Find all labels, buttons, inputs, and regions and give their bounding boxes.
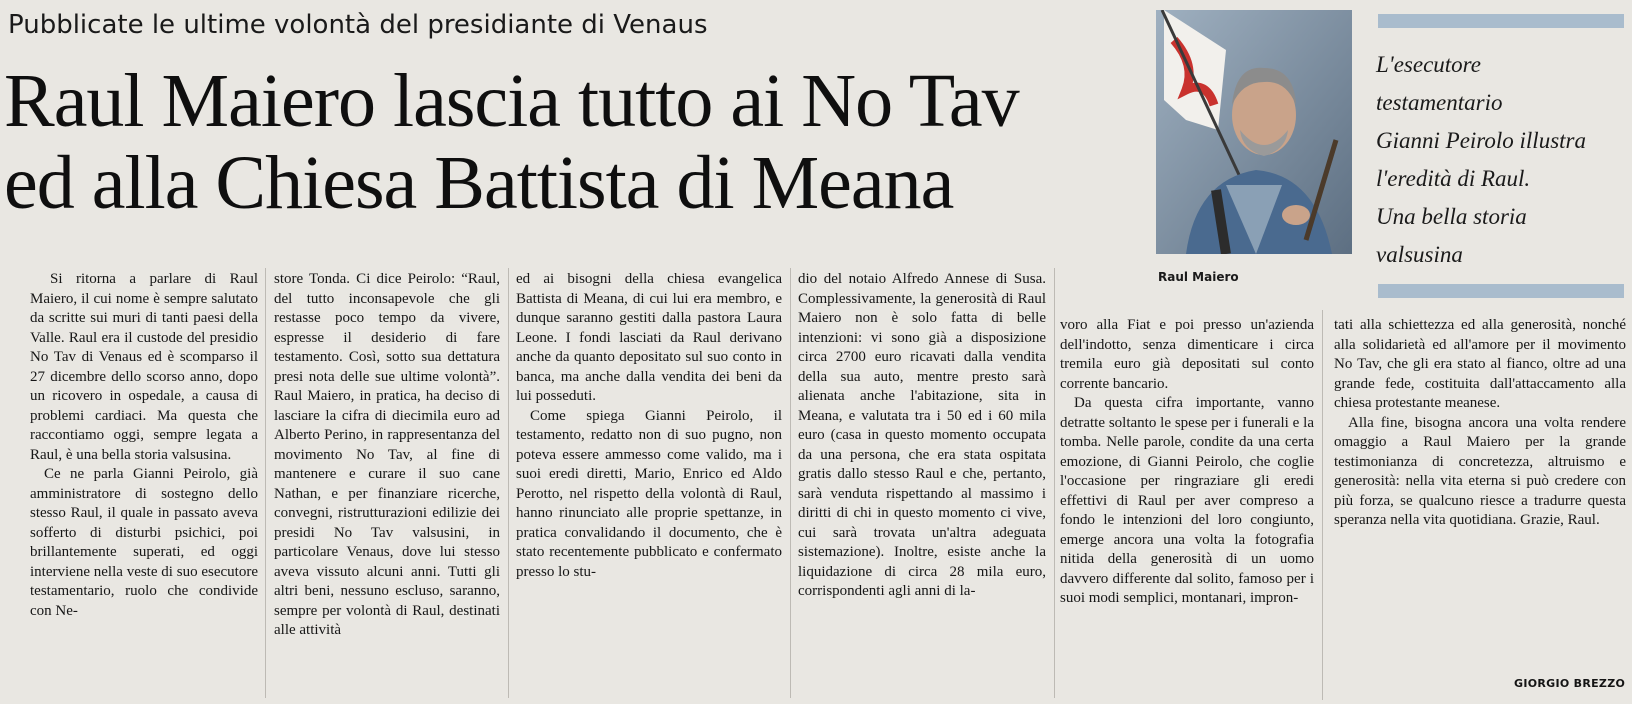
paragraph: Da questa cifra importante, vanno detratte soltanto le spese per i funerali e la tomba. Nelle parole, condite da una certa emozione, di Gianni Peirolo, che coglie l'occasione per ringraziare gli eredi effettivi di Raul per aver compreso a fondo le intenzioni del loro congiunto, emerge ancora una volta la fotografia nitida della generosità di un uomo davvero differente dal solito, famoso per i suoi modi semplici, montanari, impron- [1060,395,1314,606]
article-column-4 [798,270,1046,602]
headline [4,60,1144,224]
standfirst-line: Gianni Peirolo illustra [1376,128,1586,153]
paragraph: ed ai bisogni della chiesa evangelica Battista di Meana, di cui lui era membro, e dunque saranno gestiti dalla pastora Laura Leone. I fondi lasciati da Raul derivano anche da quanto depositato sul suo conto in banca, ma anche dalla vendita dei beni da lui posseduti. [516,271,782,404]
portrait-illustration [1156,10,1352,254]
article-column-2 [274,270,500,641]
article-column-3 [516,270,782,582]
headline-line-2: ed alla Chiesa Battista di Meana [4,141,954,225]
paragraph: tati alla schiettezza ed alla generosità, nonché alla solidarietà ed all'amore per il movimento No Tav, che gli era stato al fianco, oltre ad una grande fede, costituita dall'attaccamento alla chiesa protestante meanese. [1334,317,1626,411]
photo-caption: Raul Maiero [1158,270,1239,284]
standfirst-line: L'esecutore [1376,52,1481,77]
headline-line-1: Raul Maiero lascia tutto ai No Tav [4,59,1019,143]
paragraph: Ce ne parla Gianni Peirolo, già amministratore di sostegno dello stesso Raul, il quale in passato aveva sofferto di disturbi psichici, poi brillantemente superati, ed oggi interviene nella veste di suo esecutore testamentario, ruolo che condivide con Ne- [30,466,258,619]
paragraph: dio del notaio Alfredo Annese di Susa. Complessivamente, la generosità di Raul Maiero non è solo fatta di belle intenzioni: vi sono già a disposizione circa 2700 euro ricavati dalla vendita della sua auto, mentre presto sarà alienata anche l'abitazione, sita in Meana, e valutata tra i 50 ed i 60 mila euro (casa in questo momento occupata da una persona, che era stata ospitata gratis dallo stesso Raul e che, pertanto, sarà venduta rispettando al massimo i diritti di chi in questo momento ci vive, cui sarà trovata un'altra adeguata sistemazione). Inoltre, esiste anche la liquidazione di circa 28 mila euro, corrispondenti agli anni di la- [798,271,1046,599]
standfirst-line: l'eredità di Raul. [1376,166,1531,191]
portrait-photo [1156,10,1352,254]
paragraph: voro alla Fiat e poi presso un'azienda dell'indotto, senza dimenticare i circa tremila euro già depositati sul conto corrente bancario. [1060,317,1314,392]
paragraph: Alla fine, bisogna ancora una volta rendere omaggio a Raul Maiero per la grande testimonianza di concretezza, altruismo e generosità: nella vita eterna si può credere con più forza, se qualcuno riesce a tradurre questa speranza nella vita quotidiana. Grazie, Raul. [1334,414,1626,528]
article-column-1 [30,270,258,621]
sidebar-accent-bar-bottom [1378,284,1624,298]
standfirst-line: testamentario [1376,90,1503,115]
standfirst-line: Una bella storia [1376,204,1527,229]
sidebar-accent-bar-top [1378,14,1624,28]
column-divider [508,268,509,698]
paragraph: Come spiega Gianni Peirolo, il testamento, redatto non di suo pugno, non poteva essere ammesso come valido, ma i suoi eredi diretti, Mario, Enrico ed Aldo Perotto, nel rispetto della volontà di Raul, hanno rinunciato alle proprie spettanze, in pratica convalidando il documento, che è stato recentemente pubblicato e confermato presso lo stu- [516,407,782,580]
paragraph: store Tonda. Ci dice Peirolo: “Raul, del tutto inconsapevole che gli restasse poco tempo da vivere, espresse il desiderio di fare testamento. Così, sotto sua dettatura presi nota delle sue ultime volontà”. Raul Maiero, in pratica, ha deciso di lasciare la cifra di diecimila euro ad Alberto Perino, in rappresentanza del movimento No Tav, al fine di mantenere e curare il suo cane Nathan, e per finanziare ricerche, convegni, ristrutturazioni edilizie dei presidi No Tav valsusini, in particolare Venaus, dove lui stesso aveva vissuto alcuni anni. Tutti gli altri beni, nessuno escluso, saranno, sempre per volontà di Raul, destinati alle attività [274,271,500,638]
column-divider [790,268,791,698]
standfirst-line: valsusina [1376,242,1463,267]
kicker: Pubblicate le ultime volontà del presidiante di Venaus [8,10,708,40]
column-divider [1322,310,1323,700]
paragraph: Si ritorna a parlare di Raul Maiero, il cui nome è sempre salutato da scritte sui muri di tanti paesi della Valle. Raul era il custode del presidio No Tav di Venaus ed è scomparso il 27 dicembre dello scorso anno, dopo un ricovero in ospedale, a causa di problemi cardiaci. Ma questa che raccontiamo oggi, sempre legata a Raul, è una bella storia valsusina. [30,271,258,463]
standfirst [1376,46,1626,274]
article-column-5 [1060,316,1314,609]
column-divider [265,268,266,698]
article-column-6 [1334,316,1626,531]
byline: GIORGIO BREZZO [1514,677,1626,690]
column-divider [1054,268,1055,698]
